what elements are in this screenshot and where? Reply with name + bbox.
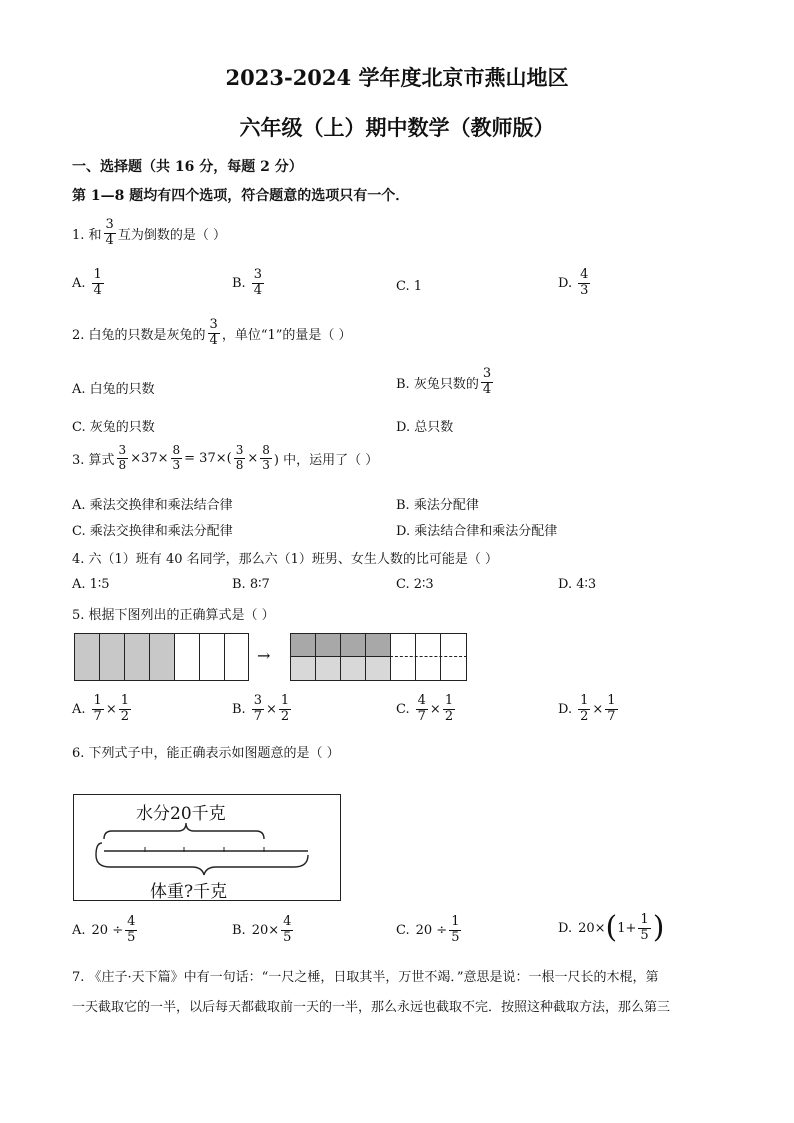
den: 2 [580,708,589,724]
strip-cell-light [315,656,341,681]
q1-option-c[interactable]: C. 1 [396,279,423,294]
num: 1 [640,912,649,927]
times-sign: × [592,701,604,717]
section-instruction: 第 1—8 题均有四个选项，符合题意的选项只有一个． [72,188,410,204]
fraction [92,268,104,299]
den: 3 [580,282,589,298]
expr: 1+ [617,920,637,936]
question-7-line-2: 一天截取它的一半，以后每天都截取前一天的一半，那么永远也截取不完．按照这种截取方法，那么第三 [72,1000,671,1015]
q3-mid2: = 37×( [184,450,232,466]
q1-fraction [104,218,116,249]
q2-prefix: 2. 白兔的只数是灰兔的 [72,327,206,343]
den: 4 [93,282,102,298]
den: 7 [93,708,102,724]
strip-cell-dark [315,633,341,657]
num: 3 [235,443,244,457]
q5-option-c[interactable] [396,694,457,725]
fraction [449,915,461,946]
q1-prefix: 1. 和 [72,227,102,243]
den: 4 [253,282,262,298]
question-7-line-1: 7. 《庄子·天下篇》中有一句话：“一尺之棰，日取其半，万世不竭．”意思是说：一根一尺长的木棍，第 [72,970,659,985]
option-label: D. [558,701,573,717]
strip-cell [224,633,249,681]
fraction [578,268,590,299]
fraction [260,444,272,473]
fraction [92,694,104,725]
den: 7 [253,708,262,724]
q3-option-b[interactable]: B. 乘法分配律 [396,498,479,513]
option-label: D. [558,275,573,291]
strip-cell [415,633,441,681]
title-line-1: 2023-2024 学年度北京市燕山地区 [225,65,569,90]
question-4: 4. 六（1）班有 40 名同学，那么六（1）班男、女生人数的比可能是（ ） [72,552,499,567]
den: 2 [444,708,454,724]
fraction [416,694,428,725]
times-sign: × [265,701,277,717]
num: 3 [118,443,127,457]
den: 5 [283,929,292,945]
fraction [117,444,129,473]
expr: 20 ÷ [91,922,124,938]
q6-option-a[interactable] [72,915,139,946]
expr: 20 ÷ [415,922,448,938]
strip-cell-light [340,656,366,681]
num: 4 [127,914,136,929]
fraction [234,444,246,473]
num: 1 [580,693,589,708]
q3-option-d[interactable]: D. 乘法结合律和乘法分配律 [396,524,558,539]
strip-cell-shaded [124,633,150,681]
strip-cell-shaded [74,633,100,681]
dashed-divider [390,656,467,657]
den: 8 [118,457,127,472]
q5-option-d[interactable] [558,694,620,725]
strip-cell-shaded [99,633,125,681]
q4-option-b[interactable]: B. 8∶7 [232,577,270,592]
q2-option-a[interactable]: A. 白兔的只数 [72,382,155,397]
den: 5 [451,929,460,945]
q2-option-d[interactable]: D. 总只数 [396,420,454,435]
option-text: B. 灰兔只数的 [396,376,479,392]
fraction [481,367,493,398]
q1-option-b[interactable] [232,268,266,299]
strip-cell [440,633,467,681]
num: 4 [580,267,589,282]
option-label: A. [72,701,86,717]
strip-cell-dark [365,633,391,657]
expr: 20× [251,922,280,938]
num: 3 [253,267,262,282]
fraction [119,694,131,725]
den: 3 [262,457,270,472]
num: 1 [93,693,102,708]
q1-suffix: 互为倒数的是（ ） [117,227,226,243]
q6-option-b[interactable] [232,915,295,946]
option-label: C. [396,701,410,717]
num: 1 [93,267,102,282]
q2-suffix: ，单位“1”的量是（ ） [221,327,352,343]
den: 2 [120,708,129,724]
den: 7 [607,708,616,724]
times-sign: × [429,701,441,717]
q3-mid1: ×37× [130,450,169,466]
option-label: A. [72,922,86,938]
arrow-icon: → [257,646,271,665]
den: 7 [417,708,426,724]
num: 3 [105,217,114,232]
times-sign: × [105,701,117,717]
q6-option-c[interactable] [396,915,463,946]
fraction [578,694,590,725]
num: 1 [444,693,454,708]
left-paren: ( [605,910,618,946]
q2-option-b[interactable] [396,367,495,398]
fraction [605,694,617,725]
strip-cell-dark [290,633,316,657]
num: 4 [283,914,292,929]
q3-prefix: 3. 算式 [72,452,115,468]
num: 3 [209,317,218,332]
q6-option-d[interactable] [558,910,665,946]
option-label: C. [396,922,410,938]
option-label: B. [232,922,246,938]
strip-cell-light [365,656,391,681]
strip-cell-light [290,656,316,681]
strip-cell [199,633,225,681]
title-line-2: 六年级（上）期中数学（教师版） [239,115,555,140]
right-paren: ) [652,910,665,946]
question-5: 5. 根据下图列出的正确算式是（ ） [72,608,275,623]
fraction [281,915,293,946]
expr: 20× [578,920,606,936]
q4-option-d[interactable]: D. 4∶3 [558,577,597,592]
strip-cell [390,633,416,681]
diagram-bottom-label: 体重?千克 [150,882,228,902]
num: 3 [482,366,492,381]
q5-option-b[interactable] [232,694,293,725]
num: 1 [451,914,460,929]
den: 5 [640,927,649,943]
q4-option-a[interactable]: A. 1∶5 [72,577,110,592]
num: 8 [262,443,270,457]
q3-suffix: ) 中，运用了（ ） [273,452,379,468]
fraction [171,444,183,473]
fraction [279,694,291,725]
num: 8 [172,443,181,457]
num: 3 [253,693,262,708]
fraction [252,694,264,725]
question-6: 6. 下列式子中，能正确表示如图题意的是（ ） [72,746,340,761]
question-3 [72,444,378,473]
den: 3 [172,457,181,472]
question-2 [72,318,352,349]
num: 1 [280,693,290,708]
option-label: B. [232,701,246,717]
num: 1 [120,693,129,708]
den: 4 [209,332,218,348]
den: 8 [235,457,244,472]
fraction [252,268,264,299]
option-label: A. [72,275,86,291]
fraction [443,694,455,725]
section-heading: 一、选择题（共 16 分，每题 2 分） [72,159,303,175]
question-1 [72,218,226,249]
fraction [125,915,137,946]
q3-mid3: × [247,450,259,466]
num: 1 [607,693,616,708]
option-label: B. [232,275,246,291]
q1-option-a[interactable] [72,268,106,299]
fraction [638,913,650,944]
q2-option-c[interactable]: C. 灰兔的只数 [72,420,155,435]
den: 4 [482,381,492,397]
strip-cell-dark [340,633,366,657]
den: 2 [280,708,290,724]
q1-option-d[interactable] [558,268,592,299]
option-label: D. [558,920,573,936]
q3-option-c[interactable]: C. 乘法交换律和乘法分配律 [72,524,233,539]
den: 4 [105,232,114,248]
q2-fraction [208,318,220,349]
q6-diagram [73,794,341,901]
den: 5 [127,929,136,945]
diagram-top-label: 水分20千克 [136,804,226,824]
strip-cell [174,633,200,681]
strip-cell-shaded [149,633,175,681]
q3-option-a[interactable]: A. 乘法交换律和乘法结合律 [72,498,233,513]
q5-option-a[interactable] [72,694,133,725]
q4-option-c[interactable]: C. 2∶3 [396,577,434,592]
num: 4 [417,693,426,708]
